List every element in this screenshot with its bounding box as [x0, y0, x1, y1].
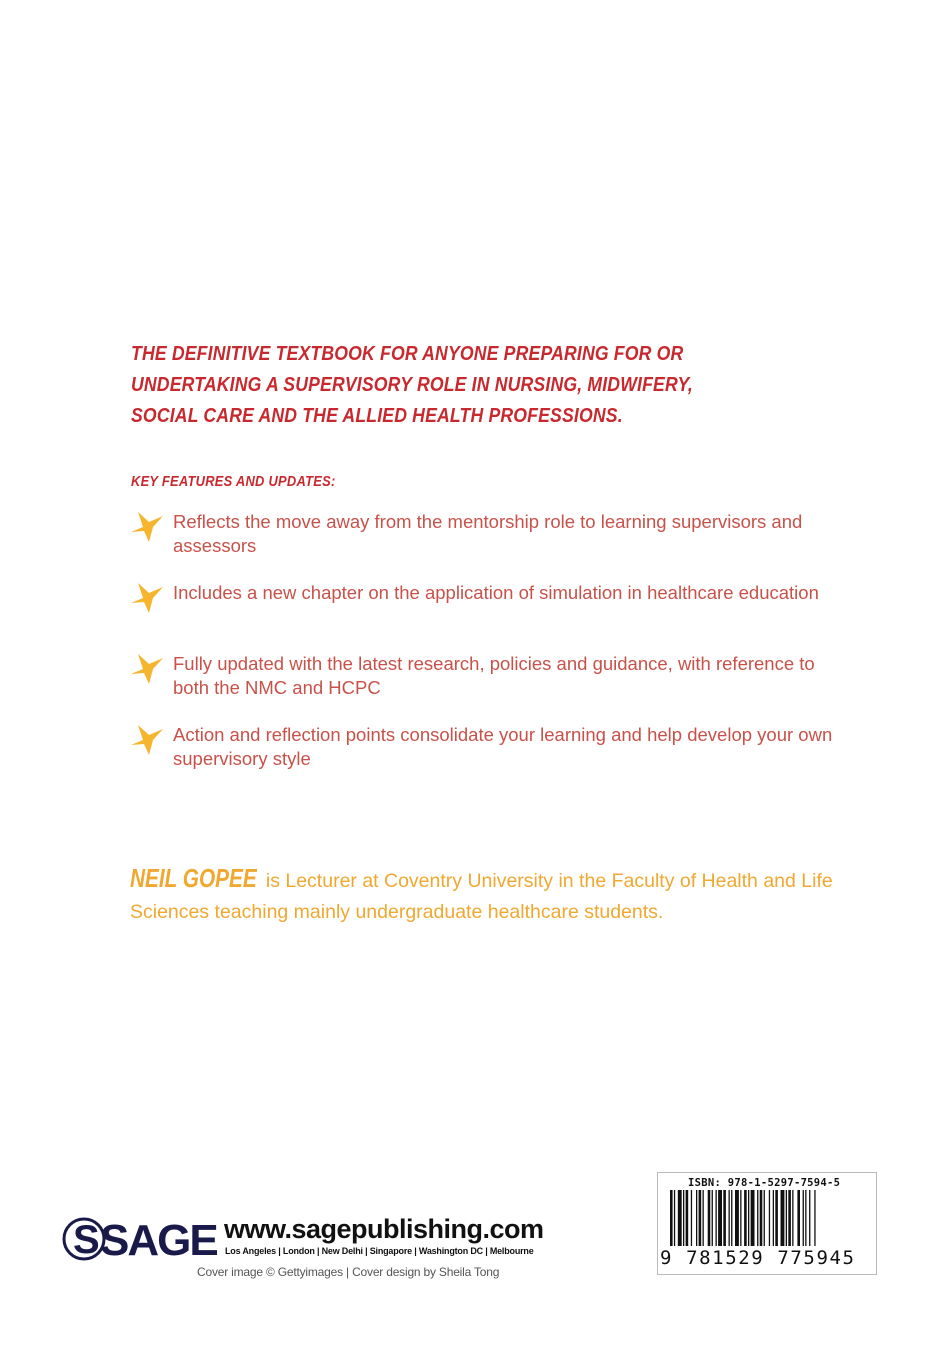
barcode-bar — [691, 1190, 692, 1246]
barcode-bar — [683, 1190, 684, 1246]
barcode-bar — [686, 1190, 689, 1246]
barcode-bar — [797, 1190, 800, 1246]
barcode-bar — [751, 1190, 755, 1246]
barcode-bar — [748, 1190, 749, 1246]
barcode-bar — [773, 1190, 774, 1246]
barcode-bar — [716, 1190, 717, 1246]
barcode-bar — [809, 1190, 810, 1246]
barcode-bar — [712, 1190, 713, 1246]
barcode-bar — [805, 1190, 806, 1246]
barcode-bar — [696, 1190, 697, 1246]
feature-text: Action and reflection points consolidate your learning and help develop your own supervisory style — [173, 724, 833, 769]
isbn-label: ISBN: 978-1-5297-7594-5 — [688, 1177, 841, 1189]
feature-list — [129, 510, 833, 794]
barcode-bar — [723, 1190, 726, 1246]
barcode-bar — [814, 1190, 815, 1246]
barcode-bar — [703, 1190, 704, 1246]
barcode-bar — [674, 1190, 675, 1246]
barcode-bar — [744, 1190, 747, 1246]
barcode-bar — [718, 1190, 722, 1246]
barcode-bar — [788, 1190, 791, 1246]
barcode-bar — [740, 1190, 741, 1246]
bird-bullet-icon — [129, 723, 165, 755]
feature-item — [129, 652, 829, 723]
author-name: NEIL GOPEE — [130, 863, 257, 893]
barcode-bar — [792, 1190, 793, 1246]
sage-logo — [62, 1212, 222, 1266]
barcode-bar — [764, 1190, 765, 1246]
barcode-bar — [803, 1190, 804, 1246]
barcode-bar — [678, 1190, 682, 1246]
headline: THE DEFINITIVE TEXTBOOK FOR ANYONE PREPARING FOR OR UNDERTAKING A SUPERVISORY ROLE IN NURSING, MIDWIFERY, SOCIAL CARE AND THE ALLIED HEALTH PROFESSIONS. — [131, 342, 693, 427]
publisher-url-link[interactable]: www.sagepublishing.com — [224, 1214, 544, 1244]
bird-bullet-icon — [129, 581, 165, 613]
barcode-bar — [670, 1190, 673, 1246]
barcode-bar — [775, 1190, 778, 1246]
barcode-bars — [664, 1190, 870, 1248]
feature-text: Fully updated with the latest research, policies and guidance, with reference to both the NMC and HCPC — [173, 653, 815, 698]
feature-item — [129, 581, 829, 652]
barcode-bar — [708, 1190, 711, 1246]
isbn-barcode — [657, 1172, 877, 1275]
bird-bullet-icon — [129, 652, 165, 684]
key-features-title: KEY FEATURES AND UPDATES: — [131, 473, 336, 490]
sage-logo-text: SAGE — [100, 1216, 217, 1265]
barcode-bar — [735, 1190, 739, 1246]
barcode-bar — [699, 1190, 702, 1246]
sage-logo-s: S — [73, 1218, 100, 1262]
barcode-bar — [760, 1190, 763, 1246]
publisher-cities: Los Angeles | London | New Delhi | Singapore | Washington DC | Melbourne — [225, 1246, 534, 1256]
barcode-bar — [769, 1190, 770, 1246]
barcode-bar — [731, 1190, 732, 1246]
author-bio-text: is Lecturer at Coventry University in the Faculty of Health and Life Sciences teaching mainly undergraduate healthcare students. — [130, 870, 833, 923]
barcode-digits: 9 781529 775945 — [660, 1247, 856, 1269]
barcode-bar — [757, 1190, 758, 1246]
cover-credits: Cover image © Gettyimages | Cover design by Sheila Tong — [197, 1265, 500, 1279]
barcode-bar — [729, 1190, 730, 1246]
feature-text: Reflects the move away from the mentorship role to learning supervisors and assessors — [173, 511, 803, 556]
barcode-bar — [781, 1190, 785, 1246]
feature-text: Includes a new chapter on the application of simulation in healthcare education — [173, 582, 819, 603]
feature-item — [129, 723, 833, 794]
bird-bullet-icon — [129, 510, 165, 542]
feature-item — [129, 510, 829, 581]
author-bio — [130, 863, 850, 928]
barcode-bar — [786, 1190, 787, 1246]
